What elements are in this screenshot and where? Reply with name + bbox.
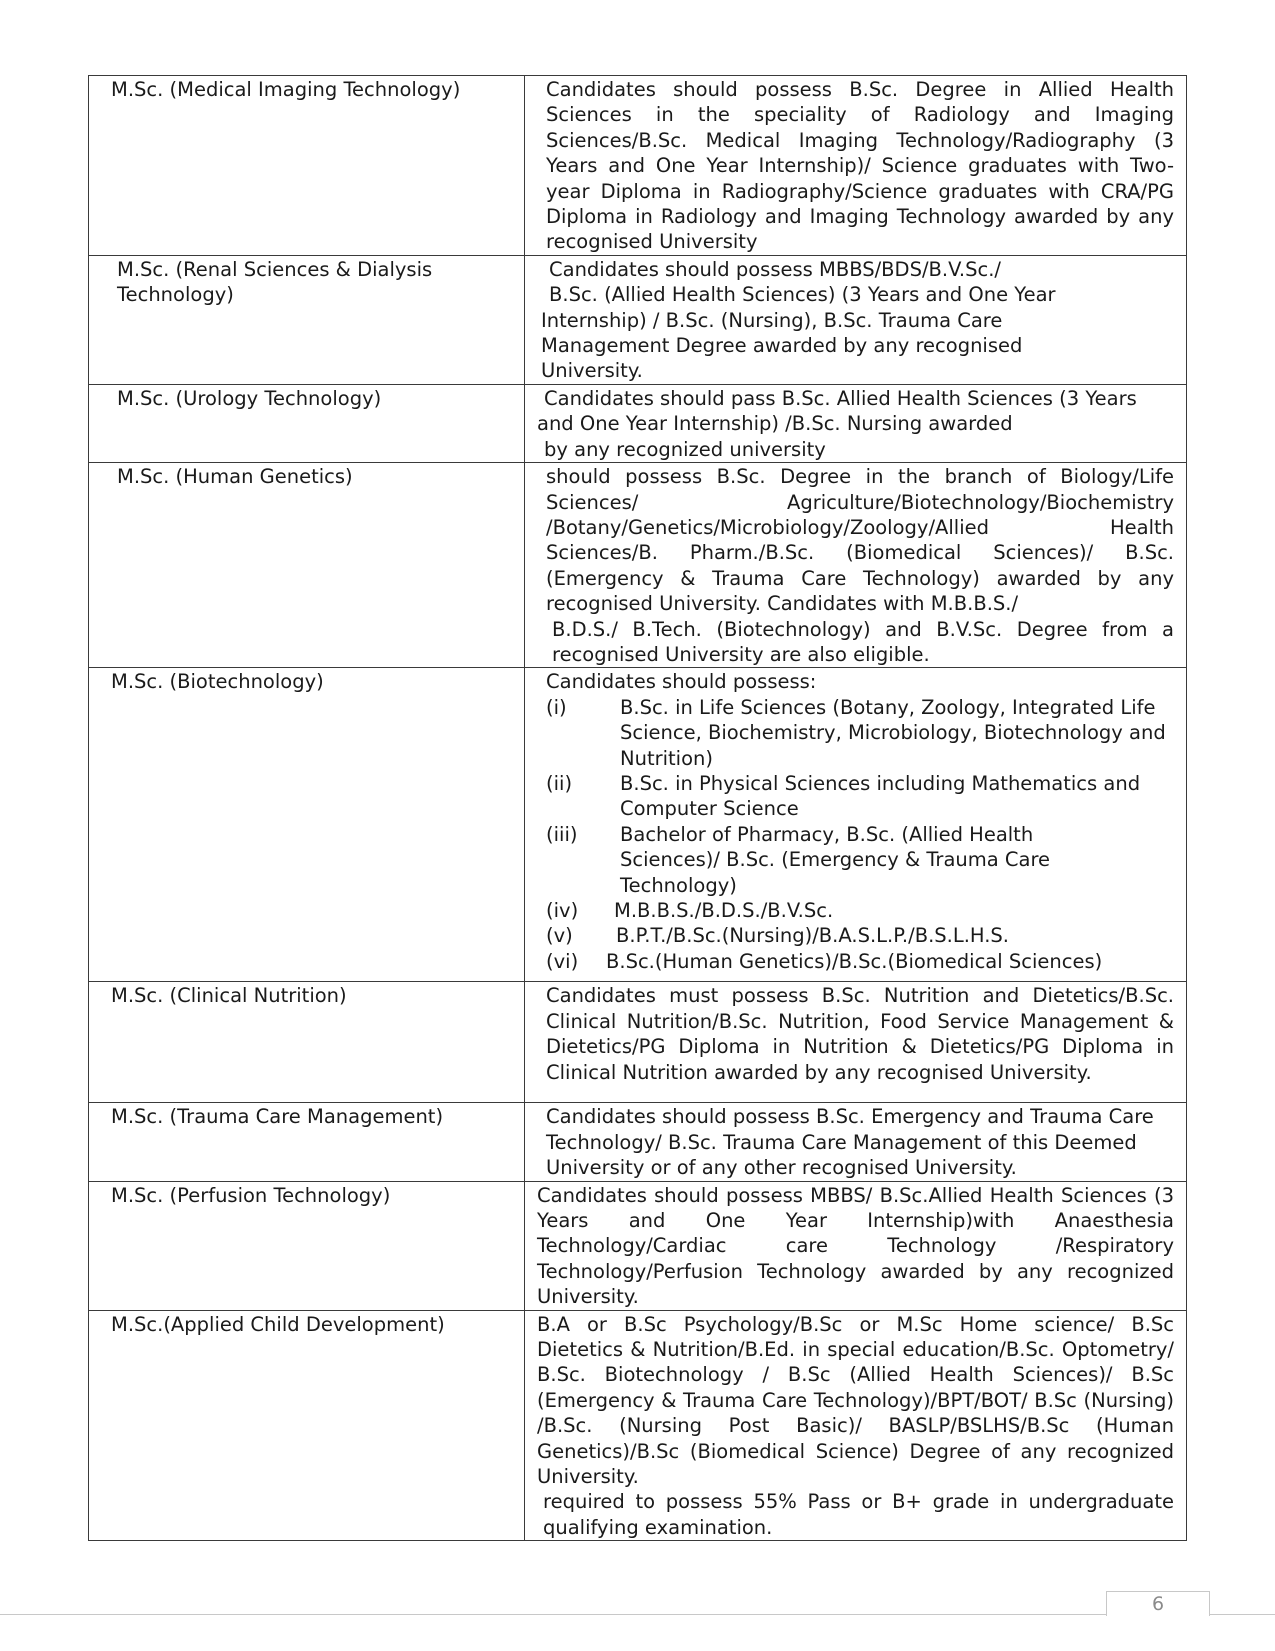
table-row xyxy=(89,255,1187,384)
course-name: M.Sc. (Biotechnology) xyxy=(89,668,525,982)
list-item: (iv) M.B.B.S./B.D.S./B.V.Sc. xyxy=(546,899,834,922)
course-name: M.Sc. (Urology Technology) xyxy=(89,384,525,462)
table-row xyxy=(89,463,1187,668)
course-name: M.Sc. (Trauma Care Management) xyxy=(89,1103,525,1181)
course-name: M.Sc. (Human Genetics) xyxy=(89,463,525,668)
table-row xyxy=(89,1310,1187,1541)
course-name: M.Sc.(Applied Child Development) xyxy=(89,1310,525,1541)
table-row xyxy=(89,384,1187,462)
eligibility-text: B.A or B.Sc Psychology/B.Sc or M.Sc Home science/ B.Sc Dietetics & Nutrition/B.Ed. in special education/B.Sc. Optometry/ B.Sc. Biotechnology / B.Sc (Allied Health Sciences)/ B.Sc (Emergency & Trauma Care Technology)/BPT/BOT/ B.Sc (Nursing) /B.Sc. (Nursing Post Basic)/ BASLP/BSLHS/B.Sc (Human Genetics)/B.Sc (Biomedical Science) Degree of any recognized University. required to possess 55% Pass or B+ grade in undergraduate qualifying examination. xyxy=(525,1310,1187,1541)
eligibility-table xyxy=(88,75,1187,1541)
eligibility-text: Candidates must possess B.Sc. Nutrition and Dietetics/B.Sc. Clinical Nutrition/B.Sc. Nutrition, Food Service Management & Dietetics/PG Diploma in Nutrition & Dietetics/PG Diploma in Clinical Nutrition awarded by any recognised University. xyxy=(525,982,1187,1103)
course-name: M.Sc. (Renal Sciences & Dialysis Technology) xyxy=(89,255,525,384)
list-item: (v) B.P.T./B.Sc.(Nursing)/B.A.S.L.P./B.S.L.H.S. xyxy=(546,924,1010,948)
eligibility-text: should possess B.Sc. Degree in the branch of Biology/Life Sciences/ Agriculture/Biotechnology/Biochemistry /Botany/Genetics/Microbiology/Zoology/Allied Health Sciences/B. Pharm./B.Sc. (Biomedical Sciences)/ B.Sc. (Emergency & Trauma Care Technology) awarded by any recognised University. Candidates with M.B.B.S./ B.D.S./ B.Tech. (Biotechnology) and B.V.Sc. Degree from a recognised University are also eligible. xyxy=(525,463,1187,668)
eligibility-text: Candidates should possess B.Sc. Degree in Allied Health Sciences in the speciality of Radiology and Imaging Sciences/B.Sc. Medical Imaging Technology/Radiography (3 Years and One Year Internship)/ Science graduates with Two-year Diploma in Radiography/Science graduates with CRA/PG Diploma in Radiology and Imaging Technology awarded by any recognised University xyxy=(525,76,1187,256)
table-row xyxy=(89,1181,1187,1310)
list-item: (i) B.Sc. in Life Sciences (Botany, Zoology, Integrated Life Science, Biochemistry, Microbiology, Biotechnology and Nutrition) xyxy=(546,695,1166,770)
table-row xyxy=(89,76,1187,256)
list-item: (ii) B.Sc. in Physical Sciences including Mathematics and Computer Science xyxy=(546,771,1141,821)
eligibility-text: Candidates should possess B.Sc. Emergency and Trauma Care Technology/ B.Sc. Trauma Care Management of this Deemed University or of any other recognised University. xyxy=(525,1103,1187,1181)
list-item: (iii) Bachelor of Pharmacy, B.Sc. (Allied Health Sciences)/ B.Sc. (Emergency & Trauma Care Technology) xyxy=(546,822,1051,897)
footer-rule xyxy=(0,1614,1275,1615)
table-row xyxy=(89,982,1187,1103)
list-intro: Candidates should possess: xyxy=(546,670,817,694)
eligibility-text: Candidates should possess MBBS/ B.Sc.Allied Health Sciences (3 Years and One Year Internship)with Anaesthesia Technology/Cardiac care Technology /Respiratory Technology/Perfusion Technology awarded by any recognized University. xyxy=(525,1181,1187,1310)
table-row xyxy=(89,668,1187,982)
course-name: M.Sc. (Perfusion Technology) xyxy=(89,1181,525,1310)
course-name: M.Sc. (Clinical Nutrition) xyxy=(89,982,525,1103)
eligibility-list xyxy=(525,668,1187,982)
table-row xyxy=(89,1103,1187,1181)
course-name: M.Sc. (Medical Imaging Technology) xyxy=(89,76,525,256)
eligibility-text: Candidates should possess MBBS/BDS/B.V.Sc./ B.Sc. (Allied Health Sciences) (3 Years and One Year Internship) / B.Sc. (Nursing), B.Sc. Trauma Care Management Degree awarded by any recognised University. xyxy=(525,255,1187,384)
eligibility-text: Candidates should pass B.Sc. Allied Health Sciences (3 Years and One Year Internship) /B.Sc. Nursing awarded by any recognized university xyxy=(525,384,1187,462)
page-number: 6 xyxy=(1106,1591,1210,1616)
list-item: (vi) B.Sc.(Human Genetics)/B.Sc.(Biomedical Sciences) xyxy=(546,949,1103,973)
